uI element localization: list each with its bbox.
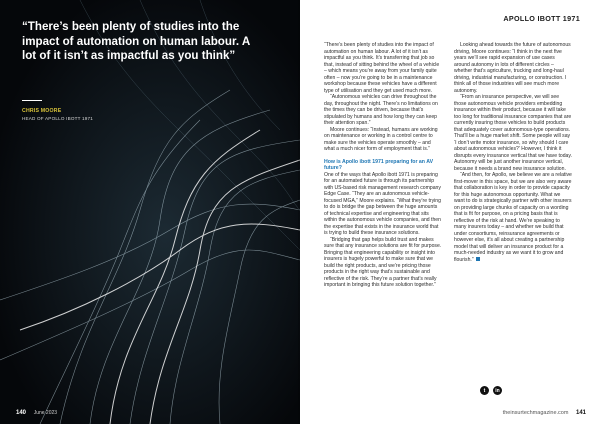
paragraph: “Autonomous vehicles can drive throughout the day, throughout the night. There’s no limitations on the times they can be driven, because that’s stipulated by humans and how long they can keep their attention span.”: [324, 94, 438, 126]
site-url: theinsurtechmagazine.com: [502, 410, 569, 416]
paragraph: “From an insurance perspective, we will see those autonomous vehicle providers embedding insurance within their product, because it will take too long for traditional insurance companies that are currently insuring those vehicles to build products that adequately cover autonomous-type operations. That’ll be a huge market shift. Some people will say ‘I don’t write motor insurance, so why should I care about autonomous vehicles?’ However, I think it disrupts every insurance vertical that we have today. Autonomy will be just another insurance vertical, because it needs a brand new insurance solution.: [454, 94, 572, 172]
running-head: APOLLO IBOTT 1971: [503, 14, 580, 23]
author-title: HEAD OF APOLLO IBOTT 1971: [22, 116, 94, 121]
paragraph: Moore continues: “Instead, humans are working on maintenance or working in a control centre to make sure the vehicles operate smoothly – and what a much nicer form of employment that is.”: [324, 126, 438, 152]
right-page: [300, 0, 600, 424]
paragraph: “There’s been plenty of studies into the impact of automation on human labour. A lot of it isn’t as impactful as you think. It’s transferring that job so that, instead of sitting behind the wheel of a vehicle – which means you’re away from your family quite often – now you’re going to be in a maintenance workshop because these vehicles have a different type of utilisation and they get used much more.: [324, 42, 440, 94]
issue-date: June 2023: [33, 410, 58, 416]
right-page-number: 141: [575, 410, 586, 416]
end-of-article-icon: [476, 257, 480, 261]
twitter-icon[interactable]: t: [480, 386, 489, 395]
pull-quote: “There’s been plenty of studies into the impact of automation on human labour. A lot of it isn’t as impactful as you think”: [22, 20, 250, 63]
paragraph: “Bridging that gap helps build trust and makes sure that any insurance solutions are fit for purpose. Bringing that engineering capability or insight into insurers is hugely powerful to make sure that we build the right products, and we’re pricing those products in the right way that’s sustainable and reflective of the risk. They’re a partner that’s really important in bringing this future solution together.”: [324, 236, 442, 288]
left-folio: [16, 410, 57, 416]
linkedin-icon[interactable]: in: [493, 386, 502, 395]
section-subhead: How is Apollo ibott 1971 preparing for an AV future?: [324, 158, 434, 171]
paragraph-text: “And then, for Apollo, we believe we are a relative first-mover in this space, but we are also very aware that collaboration is key in order to provide capacity for this huge autonomous opportunity. What we want to do is strategically partner with other insurers on providing large chunks of capacity on a wording that is fit for purpose, on a pricing basis that is reflective of the risk at hand. We’re speaking to many insurers today – and whether we build that under consortiums, reinsurance agreements or however else, it’s all about creating a partnership model that will deliver an insurance product for a much-needed industry as we want it to grow and flourish.”: [454, 172, 572, 263]
paragraph: One of the ways that Apollo ibott 1971 is preparing for an automated future is through its partnership with US-based risk management research company Edge Case. “They are an autonomous vehicle-focused MGA,” Moore explains. “What they’re trying to do is bridge the gap between the huge amounts of technical expertise and engineering that sits within the autonomous vehicle companies, and then the expertise that exists in the insurance world that is trying to build these insurance solutions.: [324, 171, 441, 236]
article-column-1: [324, 42, 442, 289]
divider: [22, 100, 42, 101]
article-column-2: [454, 42, 572, 263]
social-links: [480, 386, 502, 395]
author-name: CHRIS MOORE: [22, 108, 62, 114]
paragraph: [454, 172, 572, 263]
left-page-number: 140: [16, 410, 27, 416]
right-folio: [503, 410, 586, 416]
paragraph: Looking ahead towards the future of autonomous driving, Moore continues: “I think in the next five years we’ll see rapid expansion of use cases around autonomy in lots of different circles – whether that’s agriculture, trucking and long-haul driving, industrial manufacturing, or construction. I think all of those industries will see much more autonomy.: [454, 42, 571, 94]
